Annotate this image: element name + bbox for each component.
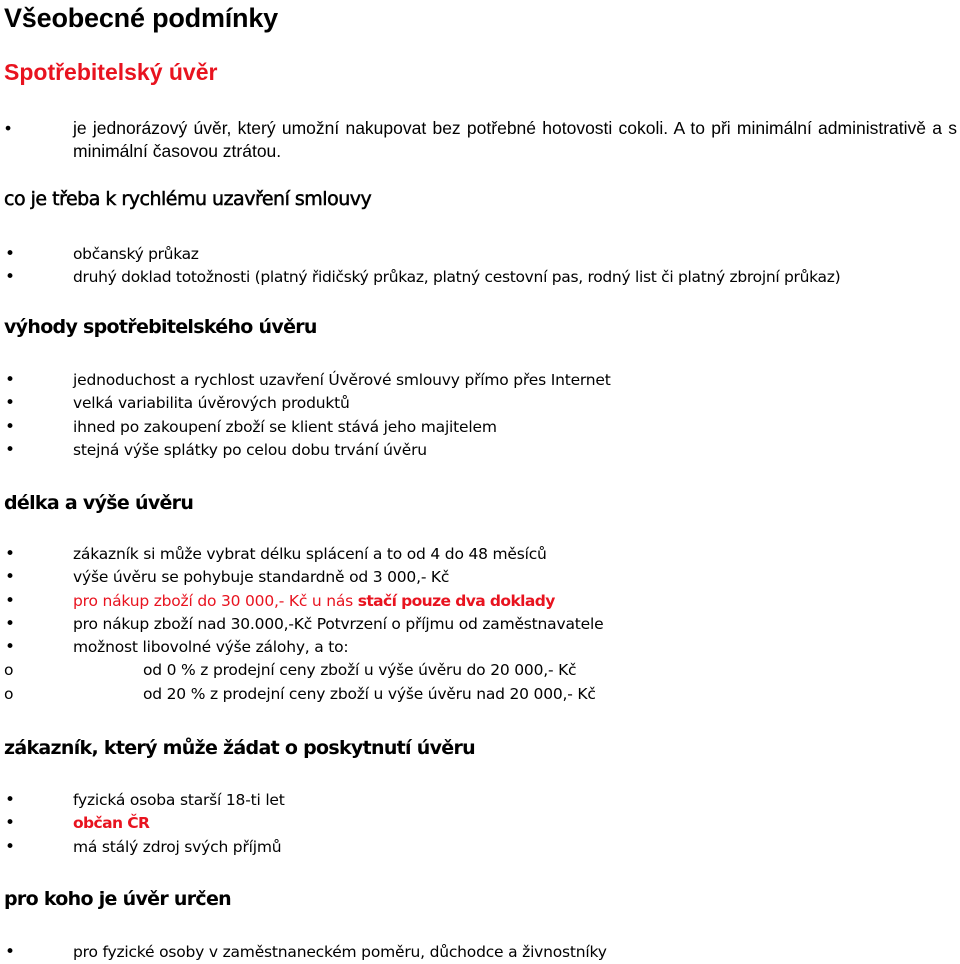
list-item-text: občanský průkaz xyxy=(73,245,199,263)
list-item-text-highlight: pro nákup zboží do 30 000,- Kč u nás xyxy=(73,591,358,610)
list-item-text: velká variabilita úvěrových produktů xyxy=(73,394,350,413)
page-subtitle: Spotřebitelský úvěr xyxy=(4,59,218,85)
list-item xyxy=(0,266,840,289)
target-group-list xyxy=(0,941,607,964)
intro-text: je jednorázový úvěr, který umožní nakupovat bez potřebné hotovosti cokoli. A to při minimální administrativě a s minimální časovou ztrátou. xyxy=(73,118,957,161)
list-item-text: fyzická osoba starší 18-ti let xyxy=(73,791,285,809)
list-item xyxy=(0,369,611,392)
section-heading-advantages: výhody spotřebitelského úvěru xyxy=(4,316,317,338)
list-item xyxy=(0,566,603,589)
list-item xyxy=(0,416,611,439)
list-item xyxy=(0,392,611,415)
sub-list-item xyxy=(0,683,603,706)
bullet-icon: • xyxy=(5,267,15,288)
bullet-icon: • xyxy=(5,637,15,658)
bullet-icon: • xyxy=(5,393,15,414)
length-amount-list xyxy=(0,543,603,706)
bullet-icon: • xyxy=(5,790,15,810)
list-item xyxy=(0,590,603,613)
list-item xyxy=(0,613,603,636)
bullet-icon: • xyxy=(5,370,15,390)
bullet-icon: • xyxy=(5,813,15,834)
section-heading-requirements: co je třeba k rychlému uzavření smlouvy xyxy=(4,188,372,210)
bullet-icon: • xyxy=(5,439,15,460)
section-heading-length-amount: délka a výše úvěru xyxy=(4,492,194,514)
circle-bullet-icon: o xyxy=(4,661,14,680)
bullet-icon: • xyxy=(5,942,15,962)
sub-list-item xyxy=(0,659,603,682)
bullet-icon: • xyxy=(5,416,15,437)
section-heading-eligible-customer: zákazník, který může žádat o poskytnutí úvěru xyxy=(4,737,475,759)
list-item-text: zákazník si může vybrat délku splácení a to od 4 do 48 měsíců xyxy=(73,545,547,563)
bullet-icon: • xyxy=(5,118,12,138)
requirements-list xyxy=(0,243,840,290)
bullet-icon: • xyxy=(5,567,15,588)
bullet-icon: • xyxy=(5,244,15,264)
bullet-icon: • xyxy=(5,836,15,857)
list-item-text: má stálý zdroj svých příjmů xyxy=(73,837,282,856)
list-item-text: jednoduchost a rychlost uzavření Úvěrové smlouvy přímo přes Internet xyxy=(73,371,611,389)
list-item xyxy=(0,789,285,812)
list-item-text: pro fyzické osoby v zaměstnaneckém poměru, důchodce a živnostníky xyxy=(73,943,607,961)
list-item-text-emphasis: občan ČR xyxy=(73,814,150,833)
page-title: Všeobecné podmínky xyxy=(4,3,278,33)
bullet-icon: • xyxy=(5,613,15,634)
eligible-customer-list xyxy=(0,789,285,859)
list-item xyxy=(0,812,285,835)
list-item xyxy=(0,941,607,964)
list-item-text-emphasis: stačí pouze dva doklady xyxy=(357,591,555,610)
list-item xyxy=(0,243,840,266)
list-item xyxy=(0,439,611,462)
bullet-icon: • xyxy=(5,590,15,611)
bullet-icon: • xyxy=(5,544,15,564)
sub-list-item-text: od 0 % z prodejní ceny zboží u výše úvěru do 20 000,- Kč xyxy=(143,661,577,680)
sub-list-item-text: od 20 % z prodejní ceny zboží u výše úvěru nad 20 000,- Kč xyxy=(143,684,596,703)
list-item-text: výše úvěru se pohybuje standardně od 3 000,- Kč xyxy=(73,568,450,587)
intro-paragraph xyxy=(0,117,960,163)
list-item xyxy=(0,836,285,859)
list-item-text: pro nákup zboží nad 30.000,-Kč Potvrzení o příjmu od zaměstnavatele xyxy=(73,614,604,633)
list-item-text: stejná výše splátky po celou dobu trvání úvěru xyxy=(73,440,427,459)
advantages-list xyxy=(0,369,611,462)
list-item-text: druhý doklad totožnosti (platný řidičský průkaz, platný cestovní pas, rodný list či platný zbrojní průkaz) xyxy=(73,268,841,287)
list-item-text: možnost libovolné výše zálohy, a to: xyxy=(73,638,349,657)
list-item-text: ihned po zakoupení zboží se klient stává jeho majitelem xyxy=(73,417,497,436)
circle-bullet-icon: o xyxy=(4,684,14,703)
list-item xyxy=(0,543,603,566)
list-item xyxy=(0,636,603,659)
section-heading-target-group: pro koho je úvěr určen xyxy=(4,888,231,910)
